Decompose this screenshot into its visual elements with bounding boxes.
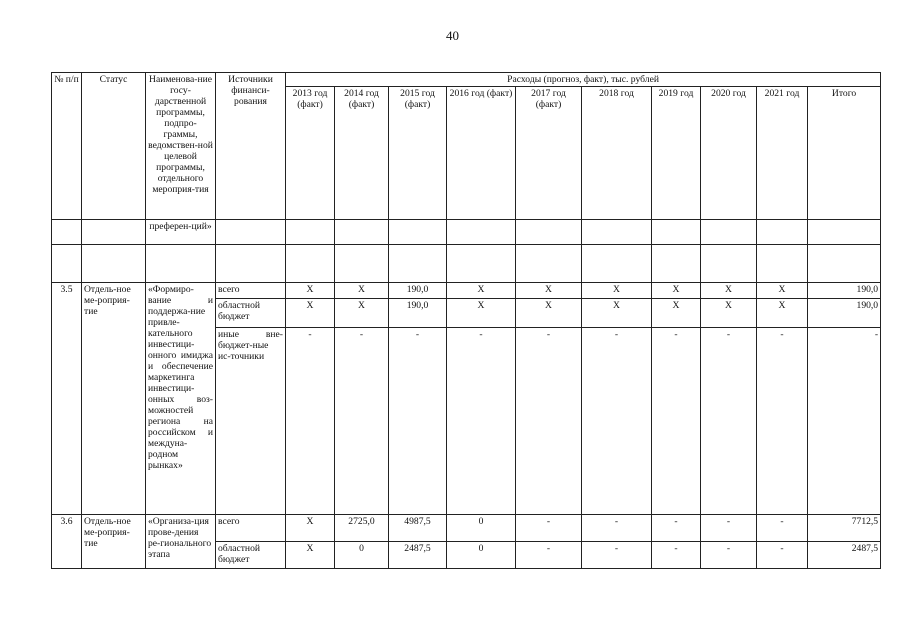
- continuation-row: [52, 220, 881, 245]
- cell-value: Х: [757, 299, 808, 328]
- cell-value: -: [516, 328, 582, 515]
- cell-value: Х: [652, 283, 701, 299]
- header-row: [52, 73, 881, 87]
- row-source: областной бюджет: [216, 299, 286, 328]
- table-row: [52, 283, 881, 299]
- row-source: всего: [216, 515, 286, 542]
- cell-value: Х: [447, 283, 516, 299]
- cell-value: -: [652, 542, 701, 569]
- cell-total: 7712,5: [808, 515, 881, 542]
- cell-total: 190,0: [808, 283, 881, 299]
- total-header: Итого: [808, 87, 881, 220]
- table-row: [52, 515, 881, 542]
- cell-value: 2487,5: [389, 542, 447, 569]
- year-header: 2021 год: [757, 87, 808, 220]
- cell-value: Х: [582, 283, 652, 299]
- cell-value: -: [701, 328, 757, 515]
- cell-value: Х: [582, 299, 652, 328]
- cell-value: Х: [652, 299, 701, 328]
- year-header: 2020 год: [701, 87, 757, 220]
- cell-value: 0: [447, 542, 516, 569]
- cell-value: Х: [335, 299, 389, 328]
- cell-value: -: [757, 328, 808, 515]
- row-name: «Организа-ция прове-дения ре-гионального этапа: [146, 515, 216, 569]
- cell-total: 2487,5: [808, 542, 881, 569]
- header-status: Статус: [82, 73, 146, 220]
- cell-value: Х: [286, 283, 335, 299]
- year-header: 2016 год (факт): [447, 87, 516, 220]
- continuation-name: преферен-ций»: [146, 220, 216, 245]
- cell-value: -: [757, 515, 808, 542]
- cell-value: -: [389, 328, 447, 515]
- cell-value: -: [652, 328, 701, 515]
- spacer-row: [52, 245, 881, 283]
- cell-value: -: [757, 542, 808, 569]
- cell-value: 0: [335, 542, 389, 569]
- cell-value: 0: [447, 515, 516, 542]
- cell-value: 190,0: [389, 283, 447, 299]
- row-source: иные вне-бюджет-ные ис-точники: [216, 328, 286, 515]
- cell-value: Х: [701, 283, 757, 299]
- row-status: Отдель-ное ме-роприя-тие: [82, 283, 146, 515]
- cell-value: Х: [286, 542, 335, 569]
- cell-value: -: [582, 328, 652, 515]
- cell-value: -: [516, 542, 582, 569]
- cell-value: -: [582, 515, 652, 542]
- expenses-table: [51, 72, 881, 569]
- year-header: 2018 год: [582, 87, 652, 220]
- cell-value: -: [652, 515, 701, 542]
- cell-value: Х: [516, 299, 582, 328]
- cell-value: -: [516, 515, 582, 542]
- year-header: 2014 год (факт): [335, 87, 389, 220]
- cell-value: -: [582, 542, 652, 569]
- row-number: 3.5: [52, 283, 82, 515]
- year-header: 2015 год (факт): [389, 87, 447, 220]
- header-expenses: Расходы (прогноз, факт), тыс. рублей: [286, 73, 881, 87]
- cell-value: Х: [757, 283, 808, 299]
- cell-value: Х: [286, 515, 335, 542]
- row-source: всего: [216, 283, 286, 299]
- cell-value: -: [701, 542, 757, 569]
- header-no: № п/п: [52, 73, 82, 220]
- cell-total: -: [808, 328, 881, 515]
- cell-value: Х: [335, 283, 389, 299]
- row-number: 3.6: [52, 515, 82, 569]
- row-status: Отдель-ное ме-роприя-тие: [82, 515, 146, 569]
- cell-value: Х: [701, 299, 757, 328]
- cell-value: 190,0: [389, 299, 447, 328]
- year-header: 2017 год (факт): [516, 87, 582, 220]
- cell-value: Х: [286, 299, 335, 328]
- cell-value: Х: [447, 299, 516, 328]
- cell-total: 190,0: [808, 299, 881, 328]
- cell-value: 4987,5: [389, 515, 447, 542]
- page-number: 40: [446, 28, 459, 43]
- cell-value: -: [447, 328, 516, 515]
- year-header: 2019 год: [652, 87, 701, 220]
- cell-value: -: [701, 515, 757, 542]
- cell-value: 2725,0: [335, 515, 389, 542]
- cell-value: -: [286, 328, 335, 515]
- cell-value: -: [335, 328, 389, 515]
- row-source: областной бюджет: [216, 542, 286, 569]
- cell-value: Х: [516, 283, 582, 299]
- header-name: Наименова-ние госу-дарственной программы, подпро-граммы, ведомствен-ной целевой программы, отдельного мероприя-тия: [146, 73, 216, 220]
- header-sources: Источники финанси-рования: [216, 73, 286, 220]
- row-name: «Формиро-вание и поддержа-ние привле-кательного инвестици-онного имиджа и обеспечение маркетинга инвестици-онных воз-можностей региона на российском и междуна-родном рынках»: [146, 283, 216, 515]
- year-header: 2013 год (факт): [286, 87, 335, 220]
